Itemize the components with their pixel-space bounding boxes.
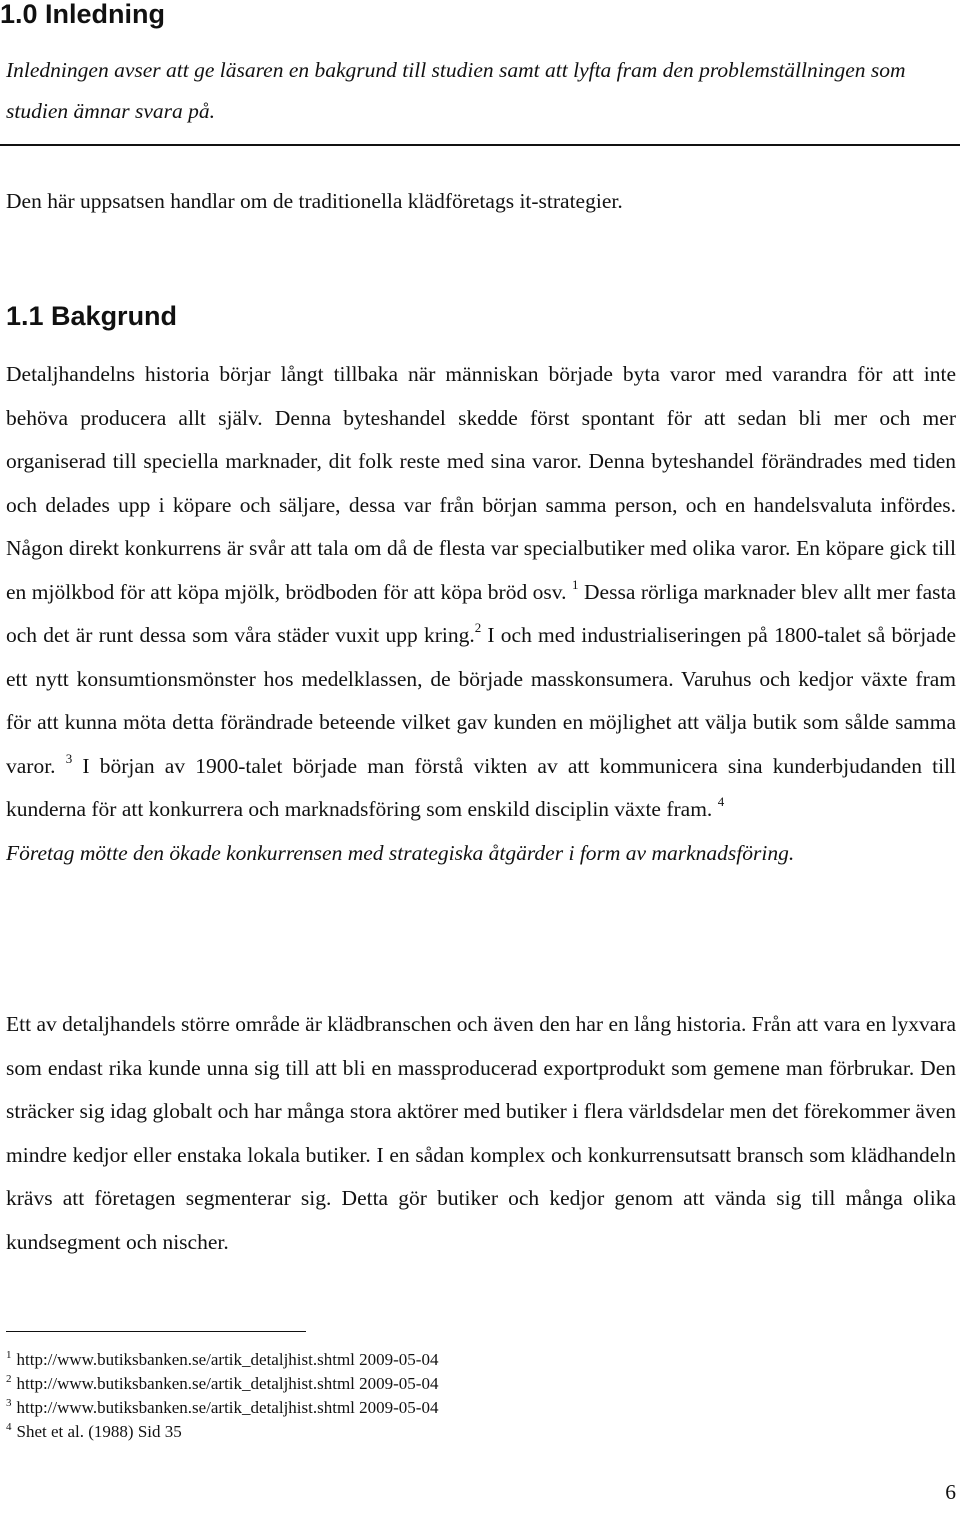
page-number: 6 xyxy=(945,1480,956,1504)
footnote-text: http://www.butiksbanken.se/artik_detaljhist.shtml 2009-05-04 xyxy=(16,1350,439,1369)
footnote-number: 3 xyxy=(6,1397,12,1409)
footnote-separator xyxy=(6,1331,306,1332)
footnote-item xyxy=(6,1348,906,1372)
footnote-text: http://www.butiksbanken.se/artik_detaljhist.shtml 2009-05-04 xyxy=(16,1398,439,1417)
section-heading: 1.1 Bakgrund xyxy=(6,301,178,331)
footnote-number: 4 xyxy=(6,1421,12,1433)
text-segment: I och med industrialiseringen på 1800-talet så började ett nytt konsumtionsmönster hos medelklassen, de började masskonsumera. Varuhus och kedjor växte fram för att kunna möta detta förändrade beteende vilket gav kunden en möjlighet att välja butik som sålde samma varor. xyxy=(6,623,956,778)
footnote-number: 1 xyxy=(6,1349,12,1361)
section-divider xyxy=(0,144,960,146)
lead-paragraph: Den här uppsatsen handlar om de traditionella klädföretags it-strategier. xyxy=(6,189,623,213)
footnote-list xyxy=(6,1348,906,1444)
footnote-ref: 2 xyxy=(474,620,482,635)
footnote-item xyxy=(6,1420,906,1444)
footnote-ref: 4 xyxy=(717,794,725,809)
chapter-heading: 1.0 Inledning xyxy=(0,0,166,29)
footnote-ref: 3 xyxy=(65,750,73,766)
italic-summary: Företag mötte den ökade konkurrensen med strategiska åtgärder i form av marknadsföring. xyxy=(6,840,795,865)
text-segment: Dessa rörliga marknader blev allt mer fasta och det är runt dessa som våra städer vuxit upp kring. xyxy=(6,579,957,647)
footnote-number: 2 xyxy=(6,1373,12,1385)
footnote-item xyxy=(6,1372,906,1396)
footnote-text: Shet et al. (1988) Sid 35 xyxy=(16,1422,182,1441)
chapter-intro: Inledningen avser att ge läsaren en bakgrund till studien samt att lyfta fram den problemställningen som studien ämnar svara på. xyxy=(6,58,906,123)
footnote-ref: 1 xyxy=(572,576,579,592)
industry-paragraph: Ett av detaljhandels större område är klädbranschen och även den har en lång historia. Från att vara en lyxvara som endast rika kunde unna sig till att bli en massproducerad exportprodukt som gemene man förbrukar. Den sträcker sig idag globalt och har många stora aktörer med butiker i flera världsdelar men det förekommer även mindre kedjor eller enstaka lokala butiker. I en sådan komplex och konkurrensutsatt bransch som klädhandeln krävs att företagen segmenterar sig. Detta gör butiker och kedjor genom att vända sig till många olika kundsegment och nischer. xyxy=(6,1012,956,1254)
background-paragraph xyxy=(6,353,956,875)
footnote-item xyxy=(6,1396,906,1420)
footnote-text: http://www.butiksbanken.se/artik_detaljhist.shtml 2009-05-04 xyxy=(16,1374,439,1393)
text-segment: Detaljhandelns historia börjar långt tillbaka när människan började byta varor med varandra för att inte behöva producera allt själv. Denna byteshandel skedde först spontant för att sedan bli mer och mer organiserad till speciella marknader, dit folk reste med sina varor. Denna byteshandel förändrades med tiden och delades upp i köpare och säljare, dessa var från början samma person, och en handelsvaluta infördes. Någon direkt konkurrens är svår att tala om då de flesta var specialbutiker med olika varor. En köpare gick till en mjölkbod för att köpa mjölk, brödboden för att köpa bröd osv. xyxy=(6,362,956,604)
text-segment: I början av 1900-talet började man förstå vikten av att kommunicera sina kunderbjudanden till kunderna för att konkurrera och marknadsföring som enskild disciplin växte fram. xyxy=(6,753,957,821)
